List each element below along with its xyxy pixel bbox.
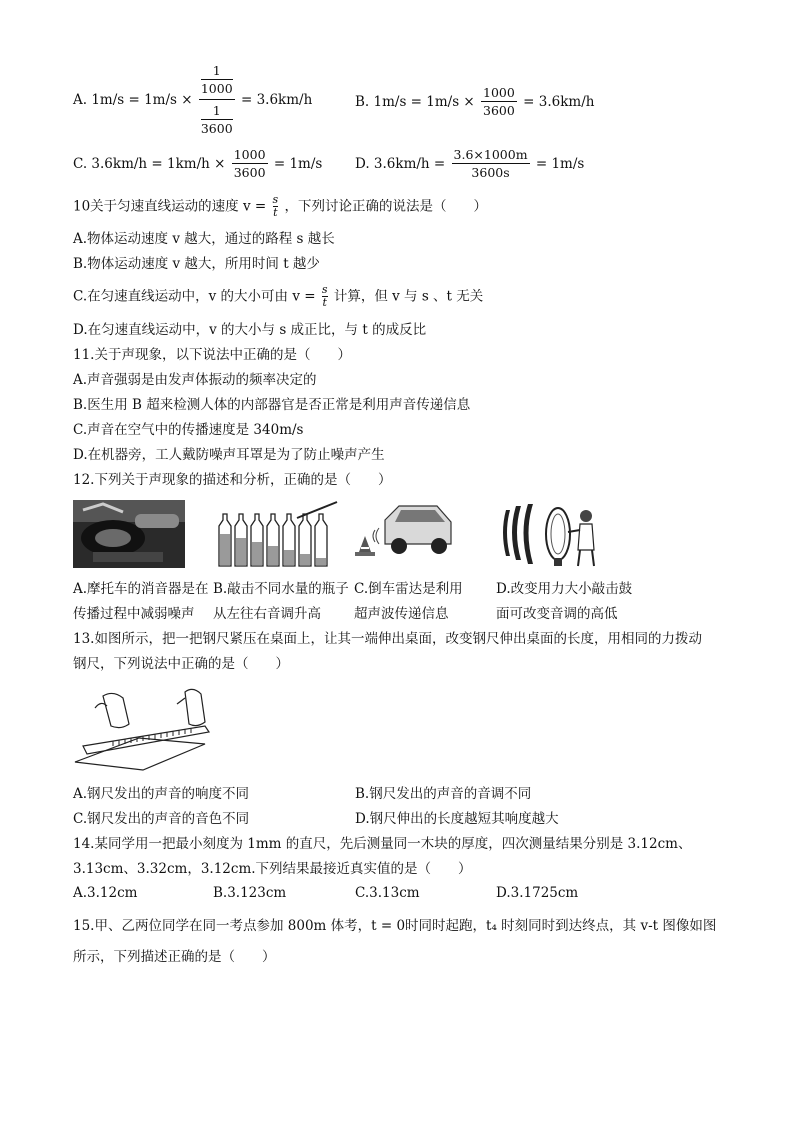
q13-option-c: C.钢尺发出的声音的音色不同 bbox=[73, 811, 250, 827]
q9-a-upper-num: 1 bbox=[201, 62, 233, 80]
q12-option-d-line2: 面可改变音调的高低 bbox=[496, 606, 618, 622]
q13-option-b: B.钢尺发出的声音的音调不同 bbox=[355, 786, 532, 802]
q10-option-a: A.物体运动速度 v 越大，通过的路程 s 越长 bbox=[73, 231, 335, 247]
q11-option-b: B.医生用 B 超来检测人体的内部器官是否正常是利用声音传递信息 bbox=[73, 397, 471, 413]
q10-velocity-fraction bbox=[273, 194, 279, 219]
q10-option-c bbox=[73, 284, 483, 309]
q12-option-d-line1: D.改变用力大小敲击鼓 bbox=[496, 581, 633, 597]
q9-b-den: 3600 bbox=[483, 103, 515, 118]
q9-option-c bbox=[73, 146, 322, 181]
q14-stem-line1: 14.某同学用一把最小刻度为 1mm 的直尺，先后测量同一木块的厚度，四次测量结果分别是 3.12cm、 bbox=[73, 836, 692, 852]
q9-a-label: A. 1m/s = 1m/s × bbox=[73, 91, 193, 108]
q9-a-upper-den: 1000 bbox=[200, 81, 233, 96]
q10-stem bbox=[73, 194, 487, 219]
q9-option-d bbox=[355, 146, 584, 181]
q14-option-b: B.3.123cm bbox=[213, 885, 287, 901]
q9-a-upper-fraction bbox=[201, 62, 233, 97]
q9-c-num: 1000 bbox=[233, 147, 266, 162]
q10-c-fraction bbox=[322, 284, 328, 309]
q13-option-d: D.钢尺伸出的长度越短其响度越大 bbox=[355, 811, 559, 827]
water-bottles-image bbox=[213, 500, 339, 570]
q9-d-fraction bbox=[452, 146, 530, 181]
steel-ruler-on-desk-image bbox=[73, 684, 213, 774]
q12-option-c-line1: C.倒车雷达是利用 bbox=[354, 581, 463, 597]
q9-b-label: B. 1m/s = 1m/s × bbox=[355, 93, 475, 110]
q9-b-fraction bbox=[481, 84, 517, 119]
q10-c-frac-den: t bbox=[322, 296, 327, 309]
q12-option-a-line1: A.摩托车的消音器是在 bbox=[73, 581, 209, 597]
q10-frac-den: t bbox=[273, 206, 278, 219]
q9-a-lower-den: 3600 bbox=[200, 121, 233, 136]
q14-option-d: D.3.1725cm bbox=[496, 885, 579, 901]
q10-c-post: 计算，但 v 与 s 、t 无关 bbox=[333, 288, 484, 305]
q13-stem-line2: 钢尺，下列说法中正确的是（ ） bbox=[73, 656, 289, 672]
q9-c-label: C. 3.6km/h = 1km/h × bbox=[73, 155, 226, 172]
q13-option-a: A.钢尺发出的声音的响度不同 bbox=[73, 786, 250, 802]
q11-option-c: C.声音在空气中的传播速度是 340m/s bbox=[73, 422, 304, 438]
q11-option-a: A.声音强弱是由发声体振动的频率决定的 bbox=[73, 372, 317, 388]
q10-option-d: D.在匀速直线运动中，v 的大小与 s 成正比，与 t 的成反比 bbox=[73, 322, 427, 338]
q9-c-den: 3600 bbox=[233, 165, 266, 180]
q12-option-b-line1: B.敲击不同水量的瓶子 bbox=[213, 581, 349, 597]
q11-option-d: D.在机器旁，工人戴防噪声耳罩是为了防止噪声产生 bbox=[73, 447, 385, 463]
motorcycle-muffler-image bbox=[73, 500, 185, 568]
q11-stem: 11.关于声现象，以下说法中正确的是（ ） bbox=[73, 347, 351, 363]
q12-option-b-line2: 从左往右音调升高 bbox=[213, 606, 321, 622]
q9-a-compound-fraction bbox=[199, 62, 235, 137]
q10-option-b: B.物体运动速度 v 越大，所用时间 t 越少 bbox=[73, 256, 320, 272]
q9-a-lower-num: 1 bbox=[201, 102, 233, 120]
q15-stem-line2: 所示，下列描述正确的是（ ） bbox=[73, 949, 276, 965]
q9-option-b bbox=[355, 84, 594, 119]
q9-d-label: D. 3.6km/h = bbox=[355, 155, 446, 172]
q9-option-a bbox=[73, 62, 312, 137]
q9-c-fraction bbox=[232, 146, 268, 181]
q9-b-result: = 3.6km/h bbox=[523, 93, 595, 110]
q10-c-frac-num: s bbox=[321, 283, 328, 296]
q13-stem-line1: 13.如图所示，把一把钢尺紧压在桌面上，让其一端伸出桌面，改变钢尺伸出桌面的长度，用相同的力拨动 bbox=[73, 631, 702, 647]
q12-option-a-line2: 传播过程中减弱噪声 bbox=[73, 606, 195, 622]
q10-c-pre: C.在匀速直线运动中，v 的大小可由 v = bbox=[73, 288, 316, 305]
q10-frac-num: s bbox=[272, 193, 279, 206]
q9-c-result: = 1m/s bbox=[273, 155, 323, 172]
q9-a-lower-fraction bbox=[201, 102, 233, 137]
q14-option-a: A.3.12cm bbox=[73, 885, 138, 901]
q14-stem-line2: 3.13cm、3.32cm，3.12cm.下列结果最接近真实值的是（ ） bbox=[73, 861, 472, 877]
q12-stem: 12.下列关于声现象的描述和分析，正确的是（ ） bbox=[73, 472, 392, 488]
q9-d-result: = 1m/s bbox=[535, 155, 585, 172]
q9-b-num: 1000 bbox=[483, 85, 515, 100]
q9-d-num: 3.6×1000m bbox=[453, 147, 528, 162]
reversing-car-image bbox=[355, 500, 457, 560]
q14-option-c: C.3.13cm bbox=[355, 885, 420, 901]
drum-image bbox=[500, 500, 600, 568]
q9-d-den: 3600s bbox=[471, 165, 510, 180]
q12-option-c-line2: 超声波传递信息 bbox=[354, 606, 449, 622]
q15-stem-line1: 15.甲、乙两位同学在同一考点参加 800m 体考，t = 0时同时起跑，t₄ 时刻同时到达终点，其 v-t 图像如图 bbox=[73, 918, 717, 934]
q10-stem-pre: 10关于匀速直线运动的速度 v = bbox=[73, 198, 267, 215]
q10-stem-post: ，下列讨论正确的说法是（ ） bbox=[284, 198, 487, 215]
q9-a-result: = 3.6km/h bbox=[240, 91, 313, 108]
